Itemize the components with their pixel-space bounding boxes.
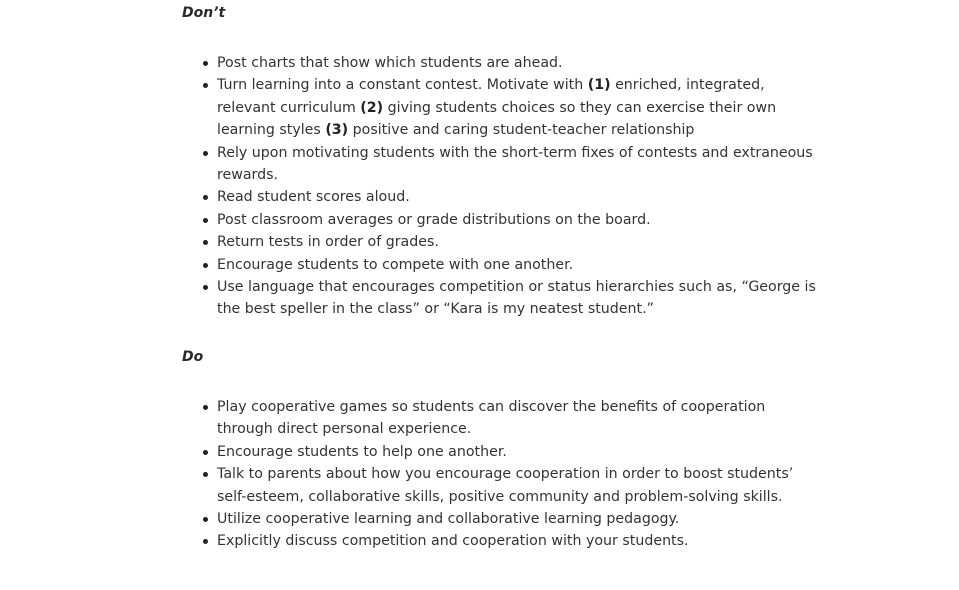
list-item: Encourage students to help one another. (182, 441, 822, 463)
do-list (182, 396, 822, 553)
list-item: Talk to parents about how you encourage cooperation in order to boost students’ self-esteem, collaborative skills, positive community and problem-solving skills. (182, 463, 822, 508)
list-item: Utilize cooperative learning and collaborative learning pedagogy. (182, 508, 822, 530)
list-item-text: giving students choices so they can exercise their own learning styles (217, 99, 777, 139)
list-item (182, 74, 822, 141)
list-number: (2) (360, 99, 384, 116)
dont-heading: Don’t (182, 5, 226, 21)
list-item-text: enriched, integrated, relevant curriculum (217, 77, 765, 116)
do-heading: Do (182, 348, 204, 365)
dont-list (182, 52, 822, 321)
list-item: Return tests in order of grades. (182, 231, 822, 253)
list-item: Read student scores aloud. (182, 186, 822, 208)
list-item: Play cooperative games so students can discover the benefits of cooperation through direct personal experience. (182, 396, 822, 441)
list-item: Post charts that show which students are ahead. (182, 52, 822, 74)
list-item-text: Turn learning into a constant contest. Motivate with (217, 77, 588, 94)
list-number: (3) (325, 122, 349, 139)
list-item: Rely upon motivating students with the short-term fixes of contests and extraneous rewards. (182, 142, 822, 187)
list-item: Explicitly discuss competition and cooperation with your students. (182, 530, 822, 552)
list-item: Encourage students to compete with one another. (182, 254, 822, 276)
list-item: Use language that encourages competition or status hierarchies such as, “George is the best speller in the class” or “Kara is my neatest student.” (182, 276, 822, 321)
list-item: Post classroom averages or grade distributions on the board. (182, 209, 822, 231)
list-number: (1) (587, 77, 611, 94)
article-content (182, 0, 822, 553)
list-item-text: positive and caring student-teacher relationship (348, 122, 695, 139)
